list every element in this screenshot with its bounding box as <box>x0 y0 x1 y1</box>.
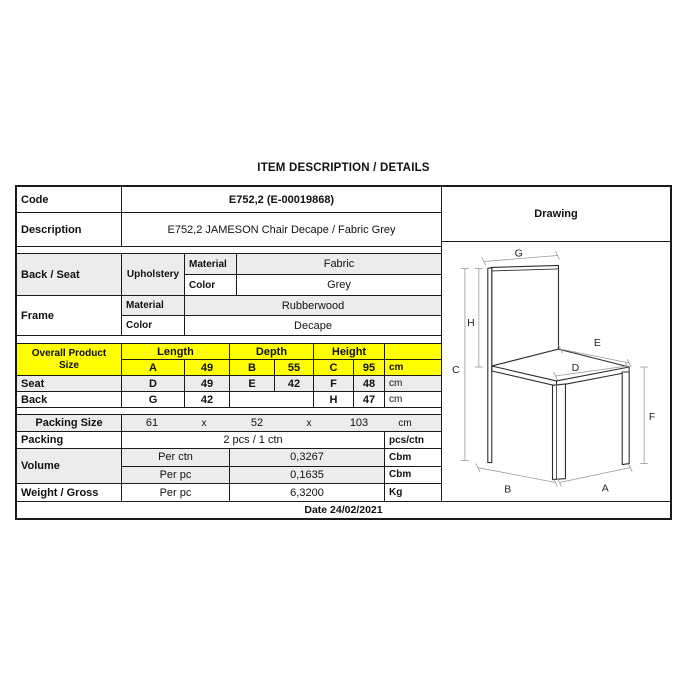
packing-size-values <box>122 415 441 431</box>
back-label: Back <box>17 392 122 407</box>
weight-label: Weight / Gross <box>17 484 122 501</box>
packing-label: Packing <box>17 432 122 448</box>
dim-value: 55 <box>275 360 314 375</box>
packing-dim: 103 <box>349 417 369 429</box>
dim-value: 49 <box>185 360 230 375</box>
frame-material-key: Material <box>122 296 185 315</box>
material-key: Material <box>185 254 237 274</box>
dim-value: 95 <box>354 360 385 375</box>
separator-row <box>17 408 441 415</box>
packing-size-label: Packing Size <box>17 415 122 431</box>
page-title: ITEM DESCRIPTION / DETAILS <box>257 162 430 174</box>
frame-color-value: Decape <box>294 319 332 332</box>
depth-header: Depth <box>230 344 314 359</box>
spec-columns <box>17 187 442 501</box>
material-value: Fabric <box>237 254 441 274</box>
weight-row <box>17 484 441 501</box>
frame-color-row <box>122 316 441 335</box>
back-seat-label: Back / Seat <box>17 254 122 295</box>
volume-key: Per ctn <box>122 449 230 466</box>
dim-label-b: B <box>504 484 512 496</box>
dim-label-g: G <box>514 248 523 260</box>
drawing-header: Drawing <box>442 187 670 242</box>
packing-sep: x <box>201 417 207 429</box>
volume-per-pc-row <box>122 467 441 484</box>
dim-unit: cm <box>389 394 403 405</box>
unit-header-empty <box>385 344 441 359</box>
dim-label-a: A <box>601 483 609 495</box>
code-row <box>17 187 441 213</box>
dim-label-c: C <box>452 364 460 376</box>
description-label: Description <box>17 213 122 246</box>
separator-row <box>17 336 441 344</box>
dim-unit: cm <box>385 376 441 391</box>
drawing-cell <box>442 242 670 501</box>
frame-color-key: Color <box>122 316 185 335</box>
frame-material-value: Rubberwood <box>185 296 441 315</box>
upholstery-label: Upholstery <box>122 254 185 295</box>
drawing-column <box>442 187 670 501</box>
description-row <box>17 213 441 247</box>
packing-dim: 61 <box>145 417 159 429</box>
color-value: Grey <box>327 279 351 291</box>
volume-per-ctn-row <box>122 449 441 467</box>
volume-value: 0,3267 <box>230 449 385 466</box>
dim-label-e: E <box>593 338 601 350</box>
seat-dimension-row <box>17 376 441 392</box>
volume-unit: Cbm <box>389 469 412 481</box>
dim-value: 47 <box>354 392 385 407</box>
chair-isometric-drawing <box>442 242 670 501</box>
volume-unit: Cbm <box>389 451 412 463</box>
volume-value: 0,1635 <box>230 467 385 484</box>
date-row <box>17 502 670 518</box>
seat-label: Seat <box>17 376 122 391</box>
back-seat-material-row <box>185 254 441 275</box>
dim-label-h: H <box>467 318 475 330</box>
dim-unit: cm <box>385 360 441 375</box>
packing-unit: cm <box>398 417 412 429</box>
weight-key: Per pc <box>122 484 230 501</box>
packing-size-row <box>17 415 441 432</box>
packing-dim: 52 <box>250 417 264 429</box>
dim-key: E <box>230 376 275 391</box>
dim-label-f: F <box>648 411 656 423</box>
overall-size-label: Overall Product Size <box>17 344 122 375</box>
volume-key: Per pc <box>122 467 230 484</box>
packing-sep: x <box>306 417 312 429</box>
weight-unit: Kg <box>389 487 403 498</box>
dim-value: 48 <box>354 376 385 391</box>
volume-label: Volume <box>17 449 122 483</box>
item-description-table <box>15 185 672 520</box>
table-main <box>17 187 670 502</box>
overall-dimension-row <box>122 360 441 375</box>
back-dimension-row <box>17 392 441 408</box>
color-key: Color <box>185 275 237 295</box>
frame-section <box>17 296 441 336</box>
back-seat-color-row <box>185 275 441 295</box>
dimension-header-row <box>122 344 441 360</box>
height-header: Height <box>314 344 385 359</box>
dim-value: 42 <box>275 376 314 391</box>
code-label: Code <box>17 187 122 212</box>
chair-outline <box>488 265 629 479</box>
dim-key: H <box>314 392 354 407</box>
separator-row <box>17 247 441 254</box>
dim-key: D <box>122 376 185 391</box>
date-text: Date 24/02/2021 <box>304 504 383 516</box>
dim-empty <box>230 392 314 407</box>
description-value: E752,2 JAMESON Chair Decape / Fabric Grey <box>167 223 396 236</box>
dim-key: B <box>230 360 275 375</box>
dim-value: 42 <box>185 392 230 407</box>
dim-key: F <box>314 376 354 391</box>
frame-label: Frame <box>17 296 122 335</box>
frame-material-row <box>122 296 441 316</box>
weight-value: 6,3200 <box>230 484 385 501</box>
dim-key: G <box>122 392 185 407</box>
dim-label-d: D <box>571 363 580 375</box>
packing-value: 2 pcs / 1 ctn <box>122 432 385 448</box>
back-seat-section <box>17 254 441 296</box>
length-header: Length <box>122 344 230 359</box>
dim-key: A <box>122 360 185 375</box>
packing-row <box>17 432 441 449</box>
packing-unit-cell: pcs/ctn <box>389 434 425 446</box>
dim-value: 49 <box>185 376 230 391</box>
overall-size-header-section <box>17 344 441 376</box>
volume-section <box>17 449 441 484</box>
code-value: E752,2 (E-00019868) <box>228 193 335 206</box>
dim-key: C <box>314 360 354 375</box>
